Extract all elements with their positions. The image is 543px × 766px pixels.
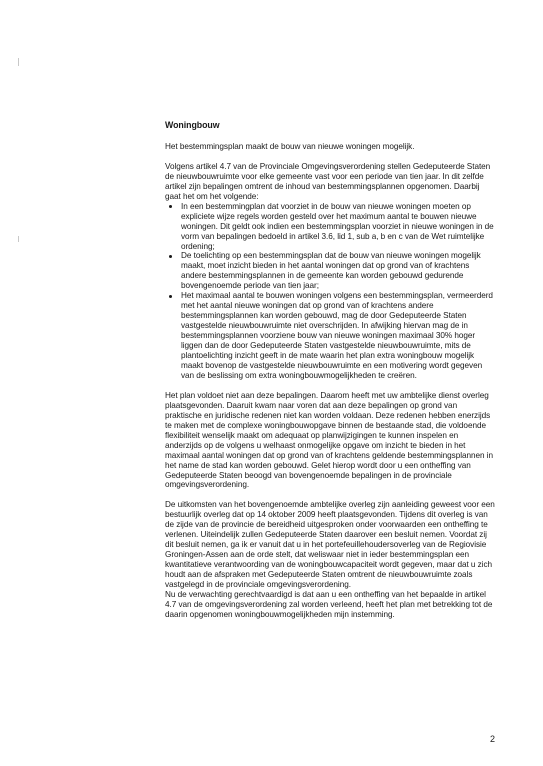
result-paragraph: De uitkomsten van het bovengenoemde ambtelijke overleg zijn aanleiding geweest voor een bestuurlijk overleg dat op 14 oktober 2009 heeft plaatsgevonden. Tijdens dit overleg is van de zijde van de provincie de bereidheid uitgesproken onder voorwaarden een ontheffing te verlenen. Uiteindelijk zullen Gedeputeerde Staten daarover een besluit nemen. Voordat zij dit besluit nemen, ga ik er vanuit dat u in het portefeuillehoudersoverleg van de Regiovisie Groningen-Assen aan de orde stelt, dat weliswaar niet in ieder bestemmingsplan een kwantitatieve verantwoording van de woningbouwcapaciteit wordt gegeven, maar dat u zich houdt aan de afspraken met Gedeputeerde Staten omtrent de nieuwbouwruimte zoals vastgelegd in de provinciale omgevingsverordening. <box>165 500 495 590</box>
margin-mark <box>18 58 19 66</box>
section-heading: Woningbouw <box>165 120 220 130</box>
intro-paragraph: Het bestemmingsplan maakt de bouw van nieuwe woningen mogelijk. <box>165 141 415 151</box>
list-item: Het maximaal aantal te bouwen woningen volgens een bestemmingsplan, vermeerderd met het aantal nieuwe woningen dat op grond van of krachtens andere bestemmingsplannen kan worden gebouwd, mag de door Gedeputeerde Staten vastgestelde nieuwbouwruimte niet overschrijden. In afwijking hiervan mag de in bestemmingsplannen voorziene bouw van nieuwe woningen maximaal 30% hoger liggen dan de door Gedeputeerde Staten vastgestelde nieuwbouwruimte, mits de plantoelichting inzicht geeft in de mate waarin het plan extra woningbouw mogelijk maakt bovenop de vastgestelde nieuwbouwruimte en een motivering wordt gegeven van de beslissing om extra woningbouwmogelijkheden te creëren. <box>165 291 495 381</box>
expectation-paragraph: Nu de verwachting gerechtvaardigd is dat aan u een ontheffing van het bepaalde in artikel 4.7 van de omgevingsverordening zal worden verleend, heeft het plan met betrekking tot de daarin opgenomen woningbouwmogelijkheden mijn instemming. <box>165 589 493 619</box>
plan-paragraph: Het plan voldoet niet aan deze bepalingen. Daarom heeft met uw ambtelijke dienst overleg plaatsgevonden. Daaruit kwam naar voren dat aan deze bepalingen op grond van praktische en juridische redenen niet kan worden voldaan. Deze redenen hebben enerzijds te maken met de complexe woningbouwopgave binnen de bestaande stad, die voldoende flexibiliteit wenselijk maakt om adequaat op planwijzigingen te kunnen inspelen en anderzijds op de volgens u welhaast onmogelijke opgave om inzicht te bieden in het maximaal aantal woningen dat op grond van of krachtens geldende bestemmingsplannen in het name de stad kan worden gebouwd. Gelet hierop wordt door u een ontheffing van Gedeputeerde Staten beoogd van bovengenoemde bepalingen in de provinciale omgevingsverordening. <box>165 390 494 490</box>
requirements-list <box>165 202 495 381</box>
list-item: De toelichting op een bestemmingsplan dat de bouw van nieuwe woningen mogelijk maakt, moet inzicht bieden in het aantal woningen dat op grond van of krachtens andere bestemmingsplannen in de gemeente kan worden gebouwd gedurende bovengenoemde periode van tien jaar; <box>165 251 495 291</box>
article-paragraph: Volgens artikel 4.7 van de Provinciale Omgevingsverordening stellen Gedeputeerde Staten de nieuwbouwruimte voor elke gemeente vast voor een periode van tien jaar. In dit zelfde artikel zijn bepalingen omtrent de inhoud van bestemmingsplannen opgenomen. Daarbij gaat het om het volgende: <box>165 161 491 201</box>
letter-body <box>165 121 495 620</box>
page-number: 2 <box>490 734 496 744</box>
margin-mark <box>18 236 19 242</box>
list-item: In een bestemmingplan dat voorziet in de bouw van nieuwe woningen moeten op expliciete wijze regels worden gesteld over het maximum aantal te bouwen nieuwe woningen. Dit geldt ook indien een bestemmingsplan voorziet in nieuwe woningen in de vorm van bepalingen bedoeld in artikel 3.6, lid 1, sub a, b en c van de Wet ruimtelijke ordening; <box>165 202 495 252</box>
